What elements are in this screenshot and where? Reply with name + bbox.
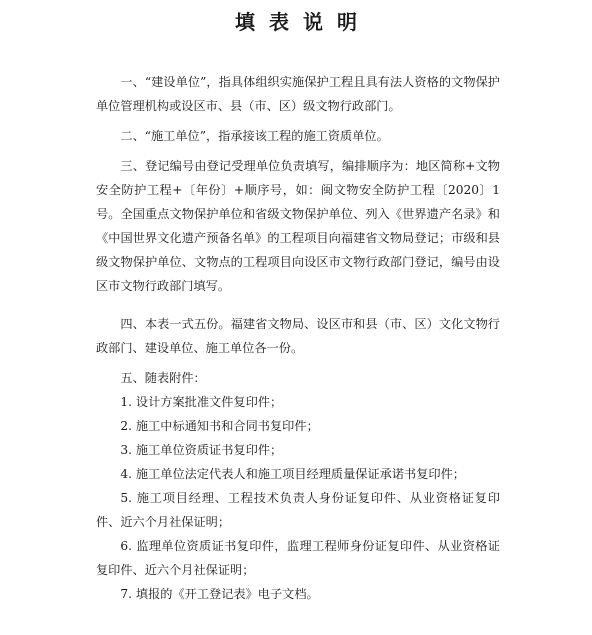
attachment-item: 6. 监理单位资质证书复印件，监理工程师身份证复印件、从业资格证复印件、近六个月社保证明； — [96, 539, 500, 577]
paragraph-contractor: 二、“施工单位”，指承接该工程的施工资质单位。 — [120, 129, 389, 143]
attachment-item: 1. 设计方案批准文件复印件； — [120, 395, 283, 409]
paragraph-copies: 四、本表一式五份。福建省文物局、设区市和县（市、区）文化文物行政部门、建设单位、施工单位各一份。 — [96, 317, 500, 355]
attachment-item: 5. 施工项目经理、工程技术负责人身份证复印件、从业资格证复印件、近六个月社保证明； — [96, 491, 500, 529]
attachment-item: 3. 施工单位资质证书复印件； — [120, 443, 283, 457]
document-body — [96, 70, 500, 606]
attachment-item: 7. 填报的《开工登记表》电子文档。 — [120, 587, 319, 601]
attachment-item: 2. 施工中标通知书和合同书复印件； — [120, 419, 319, 433]
attachment-item: 4. 施工单位法定代表人和施工项目经理质量保证承诺书复印件； — [120, 467, 465, 481]
paragraph-attachments-heading: 五、随表附件： — [120, 371, 206, 385]
paragraph-registration-number: 三、登记编号由登记受理单位负责填写，编排顺序为：地区简称+文物安全防护工程+〔年份〕+顺序号，如：闽文物安全防护工程〔2020〕1号。全国重点文物保护单位和省级文物保护单位、列入《世界遗产名录》和《中国世界文化遗产预备名单》的工程项目向福建省文物局登记；市级和县级文物保护单位、文物点的工程项目向设区市文物行政部门登记，编号由设区市文物行政部门填写。 — [96, 159, 500, 293]
paragraph-construction-unit: 一、“建设单位”，指具体组织实施保护工程且具有法人资格的文物保护单位管理机构或设区市、县（市、区）级文物行政部门。 — [96, 75, 500, 113]
document-title: 填表说明 — [235, 10, 371, 34]
